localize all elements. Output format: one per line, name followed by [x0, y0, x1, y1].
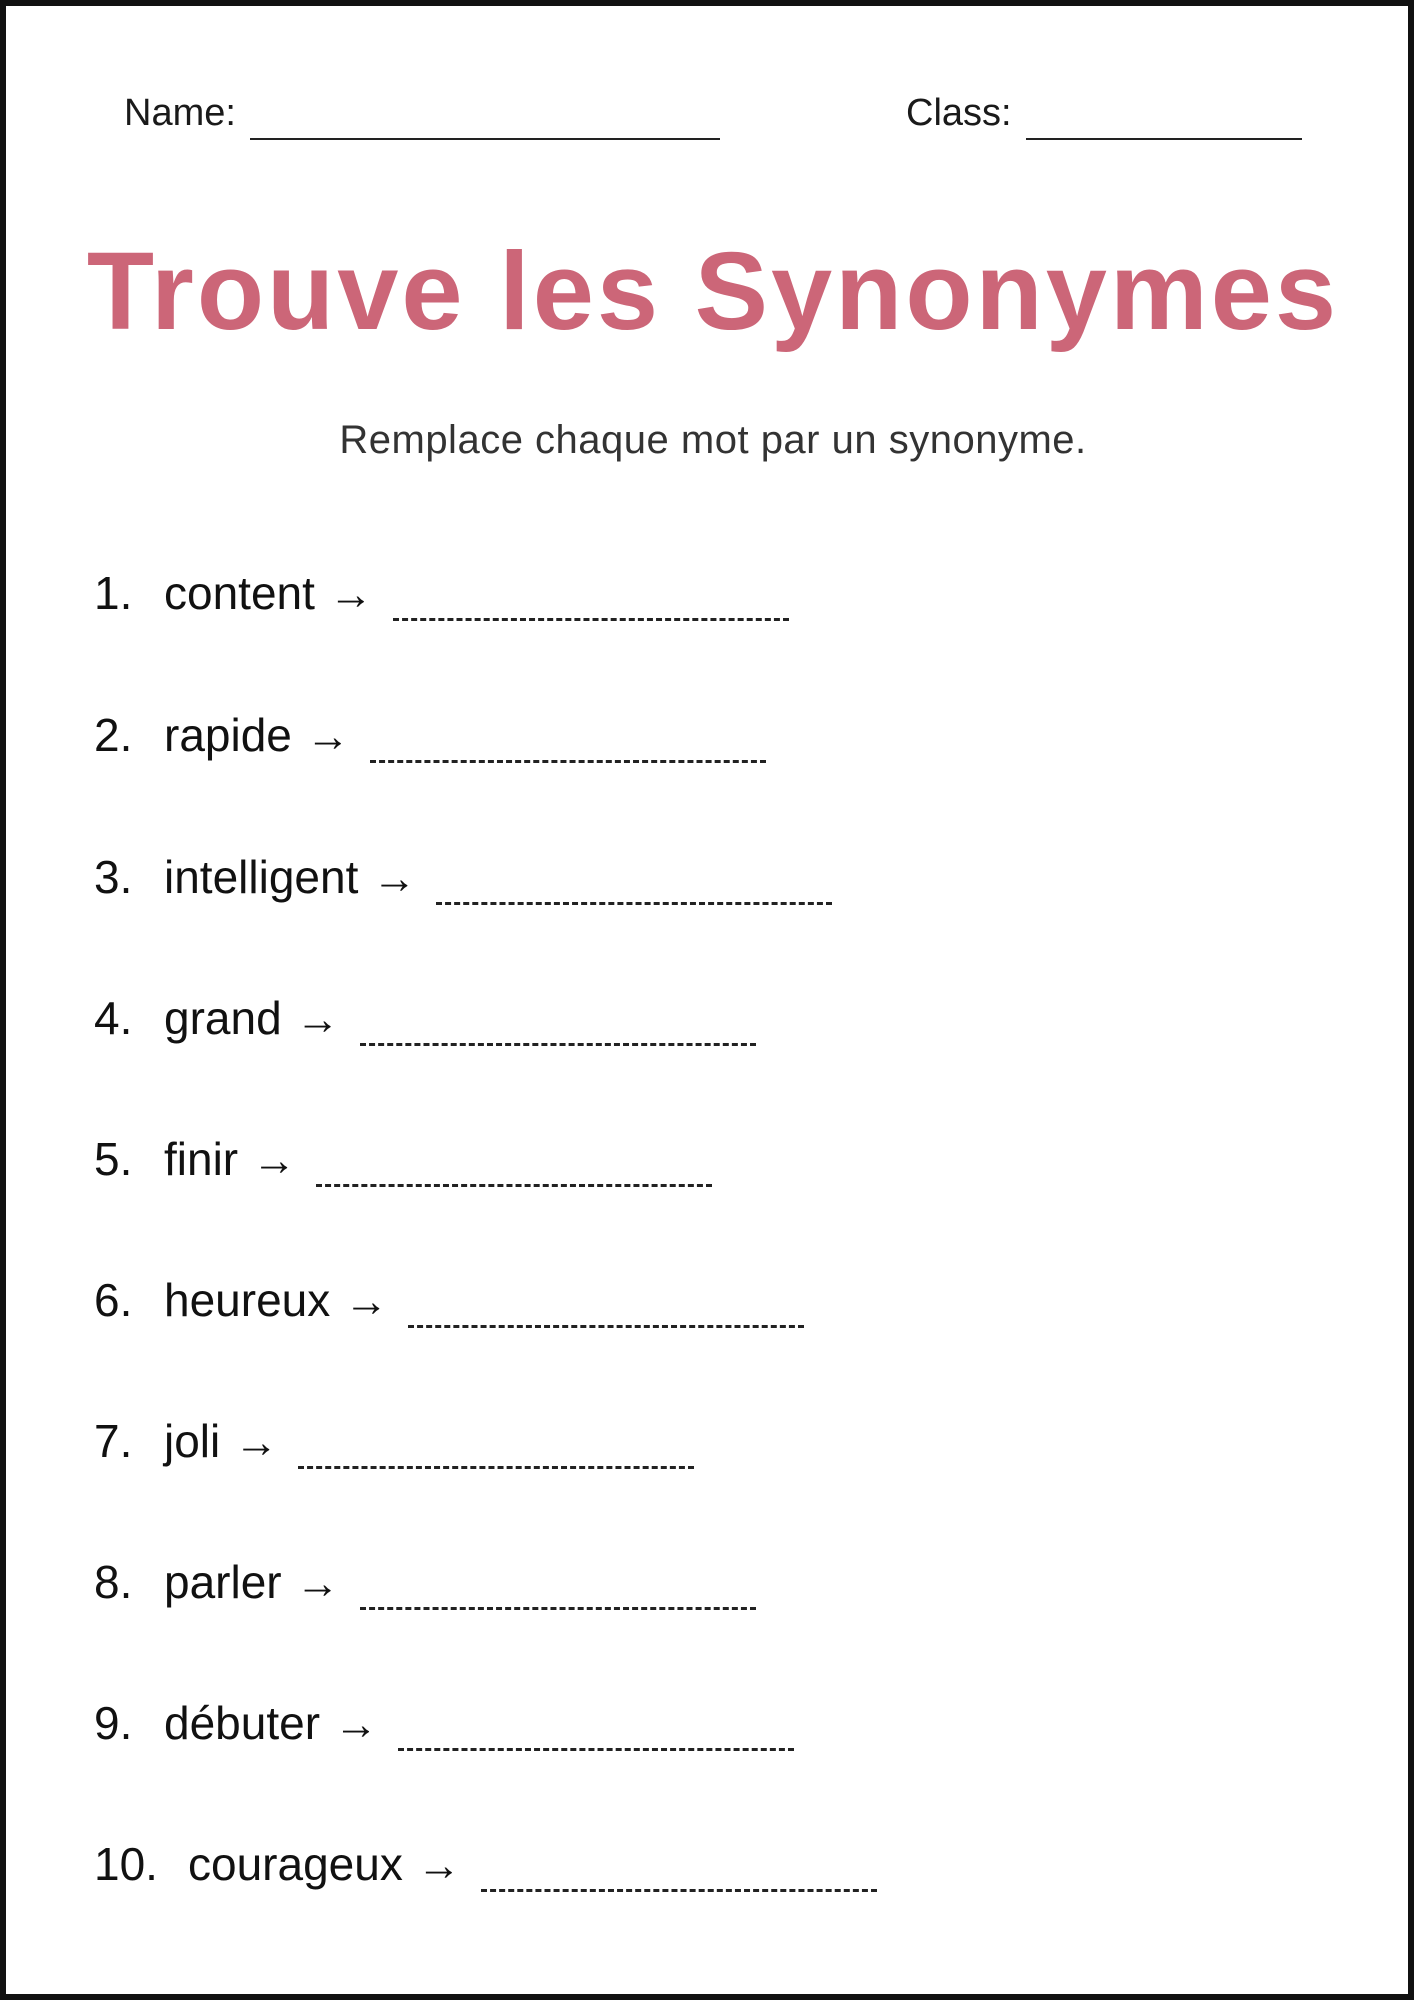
list-item [94, 1132, 712, 1202]
item-word: finir [164, 1133, 239, 1185]
item-word: intelligent [164, 851, 359, 903]
list-item [94, 566, 789, 636]
item-number: 9. [94, 1697, 133, 1749]
item-number: 10. [94, 1838, 158, 1890]
answer-line[interactable] [408, 1324, 804, 1328]
arrow-right-icon: → [252, 1136, 297, 1185]
arrow-right-icon: → [328, 570, 373, 619]
list-item [94, 1696, 794, 1766]
item-number: 8. [94, 1556, 133, 1608]
instructions-text: Remplace chaque mot par un synonyme. [339, 418, 1087, 462]
answer-line[interactable] [370, 759, 766, 763]
answer-line[interactable] [316, 1183, 712, 1187]
page-title: Trouve les Synonymes [86, 230, 1340, 353]
class-field [906, 90, 1302, 140]
arrow-right-icon: → [295, 995, 340, 1044]
arrow-right-icon: → [372, 854, 417, 903]
item-number: 4. [94, 992, 133, 1044]
arrow-right-icon: → [234, 1418, 279, 1467]
item-number: 2. [94, 709, 133, 761]
list-item [94, 850, 832, 920]
list-item [94, 991, 756, 1061]
arrow-right-icon: → [344, 1277, 389, 1326]
arrow-right-icon: → [305, 712, 350, 761]
item-word: débuter [164, 1697, 321, 1749]
arrow-right-icon: → [416, 1841, 461, 1890]
arrow-right-icon: → [295, 1559, 340, 1608]
item-word: joli [164, 1415, 221, 1467]
item-word: parler [164, 1556, 282, 1608]
list-item [94, 1414, 694, 1484]
class-label: Class: [906, 92, 1012, 134]
item-word: courageux [188, 1838, 403, 1890]
item-number: 6. [94, 1274, 133, 1326]
list-item [94, 708, 766, 778]
item-word: heureux [164, 1274, 331, 1326]
arrow-right-icon: → [334, 1700, 379, 1749]
item-word: rapide [164, 709, 292, 761]
item-word: content [164, 567, 315, 619]
list-item [94, 1555, 756, 1625]
answer-line[interactable] [436, 901, 832, 905]
item-number: 5. [94, 1133, 133, 1185]
item-word: grand [164, 992, 282, 1044]
name-field [124, 90, 720, 140]
class-input-line[interactable] [1026, 98, 1302, 140]
item-number: 1. [94, 567, 133, 619]
item-number: 7. [94, 1415, 133, 1467]
name-label: Name: [124, 92, 236, 134]
name-input-line[interactable] [250, 98, 720, 140]
list-item [94, 1837, 877, 1907]
answer-line[interactable] [360, 1606, 756, 1610]
answer-line[interactable] [360, 1042, 756, 1046]
answer-line[interactable] [298, 1465, 694, 1469]
answer-line[interactable] [481, 1888, 877, 1892]
answer-line[interactable] [393, 617, 789, 621]
item-number: 3. [94, 851, 133, 903]
list-item [94, 1273, 804, 1343]
answer-line[interactable] [398, 1747, 794, 1751]
